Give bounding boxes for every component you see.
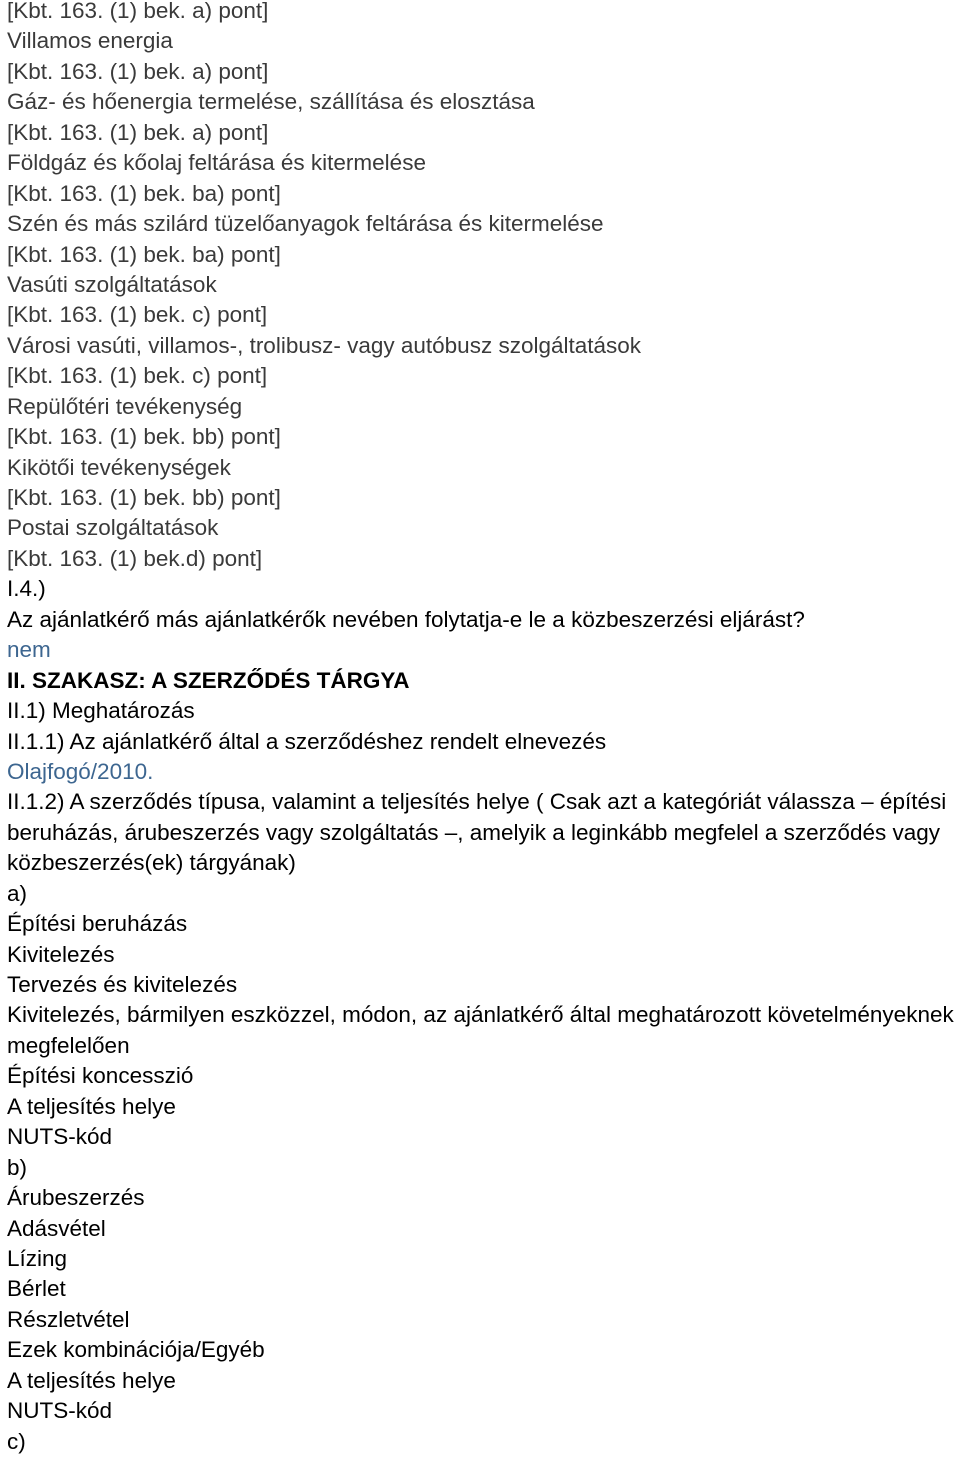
legal-reference: [Kbt. 163. (1) bek. ba) pont] [7, 180, 281, 206]
activity-item: Gáz- és hőenergia termelése, szállítása és elosztása [7, 89, 535, 115]
activity-item: Villamos energia [7, 28, 173, 54]
category-letter: c) [7, 1428, 26, 1454]
legal-reference: [Kbt. 163. (1) bek. bb) pont] [7, 424, 281, 450]
section-question: Az ajánlatkérő más ajánlatkérők nevében folytatja-e le a közbeszerzési eljárást? [7, 606, 805, 632]
option-item: Tervezés és kivitelezés [7, 972, 238, 998]
category-title: Építési beruházás [7, 911, 188, 937]
legal-reference: [Kbt. 163. (1) bek. a) pont] [7, 0, 269, 23]
section-heading: II. SZAKASZ: A SZERZŐDÉS TÁRGYA [7, 667, 410, 693]
answer-value: nem [7, 637, 51, 663]
nuts-label: NUTS-kód [7, 1124, 113, 1150]
activity-item: Városi vasúti, villamos-, trolibusz- vagy autóbusz szolgáltatások [7, 332, 642, 358]
option-item: Ezek kombinációja/Egyéb [7, 1337, 265, 1363]
nuts-label: NUTS-kód [7, 1398, 113, 1424]
category-letter: b) [7, 1154, 28, 1180]
legal-reference: [Kbt. 163. (1) bek. a) pont] [7, 119, 269, 145]
option-item: Részletvétel [7, 1306, 130, 1332]
activity-item: Postai szolgáltatások [7, 515, 219, 541]
category-title: Árubeszerzés [7, 1185, 145, 1211]
subsection-title: II.1.1) Az ajánlatkérő által a szerződéshez rendelt elnevezés [7, 728, 607, 754]
option-item: Adásvétel [7, 1215, 106, 1241]
option-item: Lízing [7, 1246, 68, 1272]
activity-item: Földgáz és kőolaj feltárása és kitermelése [7, 150, 426, 176]
section-code: I.4.) [7, 576, 46, 602]
activity-item: Kikötői tevékenységek [7, 454, 231, 480]
category-letter: a) [7, 880, 28, 906]
legal-reference: [Kbt. 163. (1) bek. ba) pont] [7, 241, 281, 267]
legal-reference: [Kbt. 163. (1) bek. c) pont] [7, 302, 268, 328]
option-item: Építési koncesszió [7, 1063, 194, 1089]
subsection-title: II.1) Meghatározás [7, 698, 195, 724]
place-label: A teljesítés helye [7, 1367, 176, 1393]
option-item: Kivitelezés [7, 941, 115, 967]
legal-reference: [Kbt. 163. (1) bek. bb) pont] [7, 485, 281, 510]
document-page [7, 0, 960, 1457]
contract-name-value: Olajfogó/2010. [7, 758, 154, 784]
activity-item: Repülőtéri tevékenység [7, 393, 243, 419]
subsection-title: II.1.2) A szerződés típusa, valamint a teljesítés helye ( Csak azt a kategóriát válassza – építési beruházás, árubeszerzés vagy szolgáltatás –, amelyik a leginkább megfelel a szerződés vagy közbeszerzés(ek) tárgyának) [7, 789, 947, 876]
legal-reference: [Kbt. 163. (1) bek.d) pont] [7, 545, 263, 571]
activity-item: Szén és más szilárd tüzelőanyagok feltárása és kitermelése [7, 211, 604, 237]
option-item: Kivitelezés, bármilyen eszközzel, módon, az ajánlatkérő által meghatározott követelményeknek megfelelően [7, 1002, 954, 1058]
legal-reference: [Kbt. 163. (1) bek. c) pont] [7, 363, 268, 389]
legal-reference: [Kbt. 163. (1) bek. a) pont] [7, 58, 269, 84]
option-item: Bérlet [7, 1276, 66, 1302]
activity-item: Vasúti szolgáltatások [7, 271, 217, 297]
place-label: A teljesítés helye [7, 1093, 176, 1119]
